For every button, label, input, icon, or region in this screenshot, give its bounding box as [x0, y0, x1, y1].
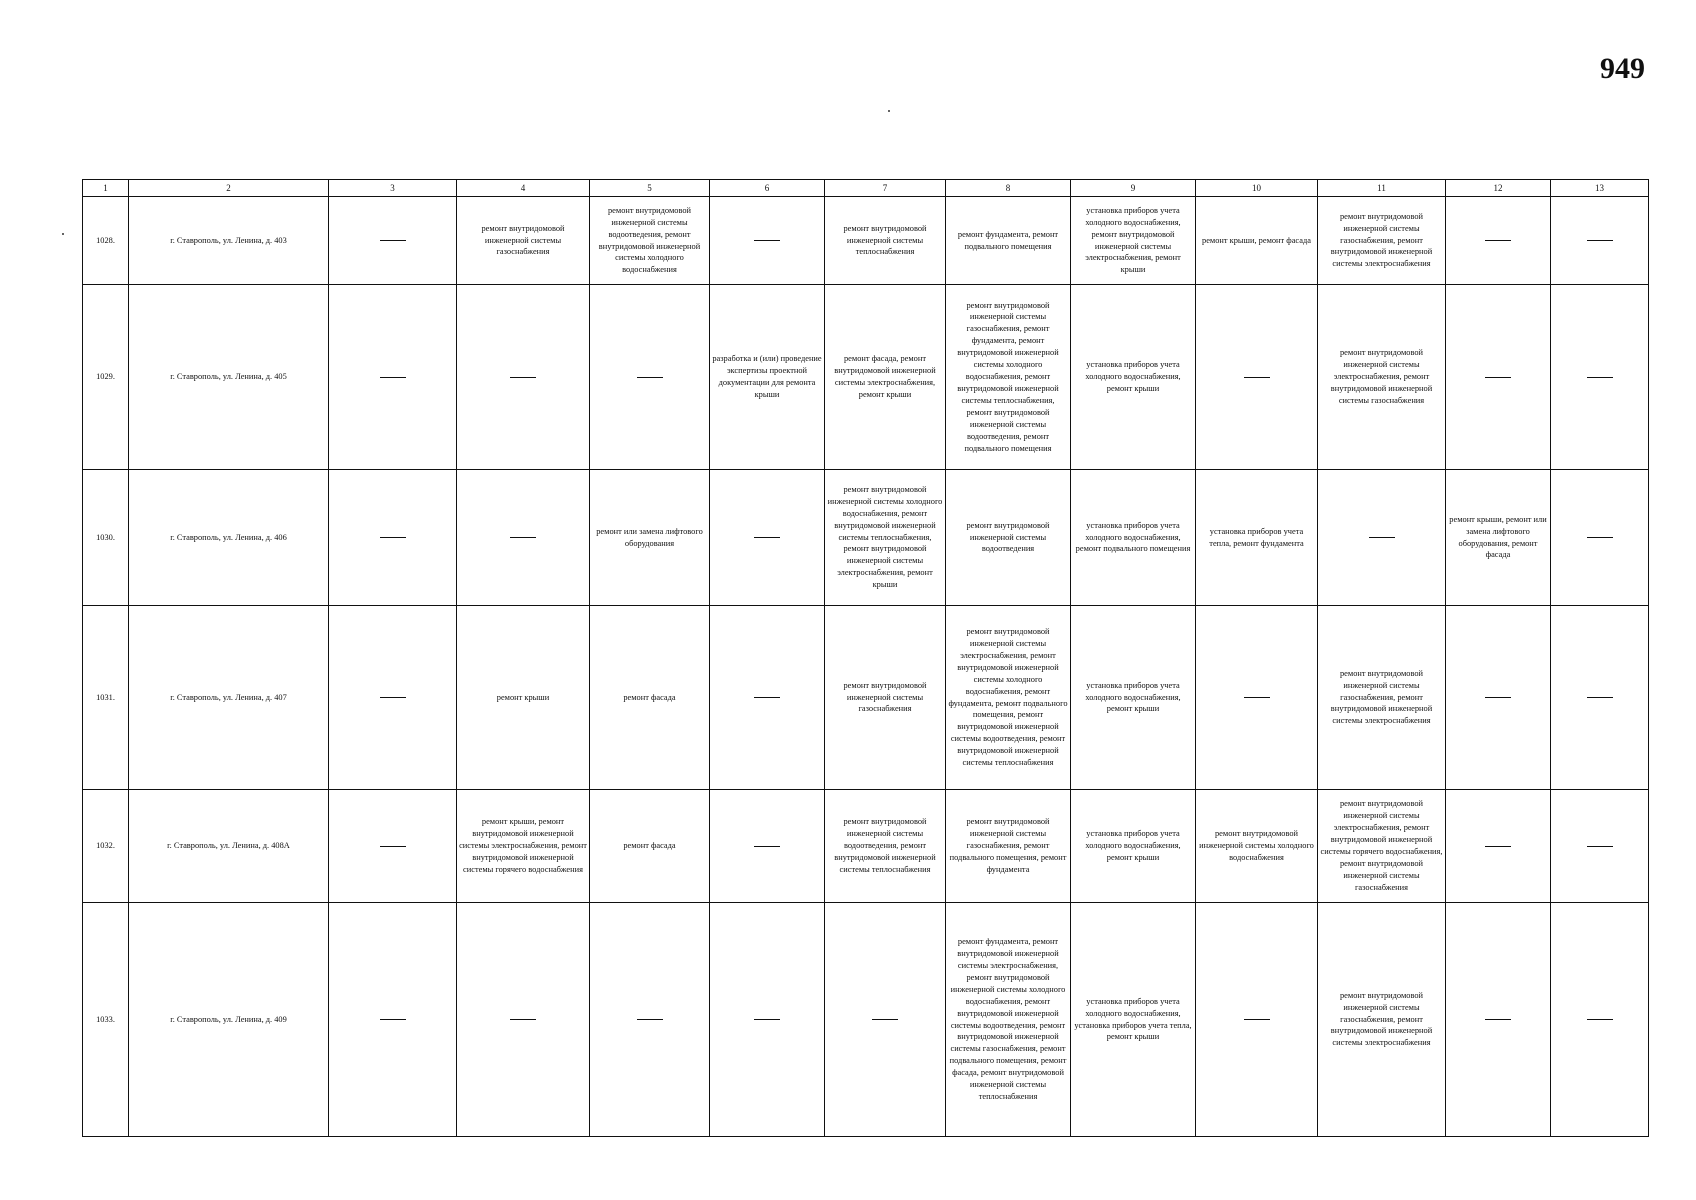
table-cell — [1446, 606, 1551, 790]
column-header: 4 — [457, 180, 590, 197]
table-cell — [457, 285, 590, 470]
table-cell: ремонт внутридомовой инженерной системы электроснабжения, ремонт внутридомовой инженерной системы холодного водоснабжения, ремонт фундамента, ремонт подвального помещения, ремонт внутридомовой инженерной системы водоотведения, ремонт внутридомовой инженерной системы теплоснабжения — [946, 606, 1071, 790]
scan-speck — [62, 233, 64, 235]
repair-schedule-table — [82, 179, 1649, 1137]
table-cell: ремонт внутридомовой инженерной системы водоотведения, ремонт внутридомовой инженерной системы теплоснабжения — [825, 790, 946, 903]
table-cell — [825, 903, 946, 1137]
column-header: 6 — [710, 180, 825, 197]
table-cell: ремонт внутридомовой инженерной системы электроснабжения, ремонт внутридомовой инженерной системы газоснабжения — [1318, 285, 1446, 470]
table-row — [83, 606, 1649, 790]
empty-dash — [1587, 846, 1613, 847]
column-header: 5 — [590, 180, 710, 197]
table-row — [83, 790, 1649, 903]
table-cell — [710, 790, 825, 903]
empty-dash — [1244, 697, 1270, 698]
column-header: 7 — [825, 180, 946, 197]
table-cell: установка приборов учета тепла, ремонт фундамента — [1196, 470, 1318, 606]
table-cell: ремонт внутридомовой инженерной системы газоснабжения, ремонт внутридомовой инженерной системы электроснабжения — [1318, 197, 1446, 285]
table-cell: установка приборов учета холодного водоснабжения, ремонт подвального помещения — [1071, 470, 1196, 606]
empty-dash — [1244, 377, 1270, 378]
table-cell — [329, 285, 457, 470]
table-row — [83, 470, 1649, 606]
table-cell: ремонт внутридомовой инженерной системы газоснабжения — [825, 606, 946, 790]
table-cell — [457, 903, 590, 1137]
empty-dash — [1244, 1019, 1270, 1020]
table-cell — [1196, 606, 1318, 790]
address-cell: г. Ставрополь, ул. Ленина, д. 407 — [129, 606, 329, 790]
table-cell: ремонт внутридомовой инженерной системы водоотведения — [946, 470, 1071, 606]
empty-dash — [872, 1019, 898, 1020]
address-cell: г. Ставрополь, ул. Ленина, д. 403 — [129, 197, 329, 285]
table-cell: ремонт внутридомовой инженерной системы газоснабжения, ремонт подвального помещения, ремонт фундамента — [946, 790, 1071, 903]
column-header: 12 — [1446, 180, 1551, 197]
table-cell: ремонт внутридомовой инженерной системы водоотведения, ремонт внутридомовой инженерной системы холодного водоснабжения — [590, 197, 710, 285]
table-cell: установка приборов учета холодного водоснабжения, ремонт крыши — [1071, 790, 1196, 903]
table-cell: ремонт внутридомовой инженерной системы теплоснабжения — [825, 197, 946, 285]
table-cell — [329, 903, 457, 1137]
table-cell — [1551, 197, 1649, 285]
table-cell — [1196, 285, 1318, 470]
column-header: 1 — [83, 180, 129, 197]
address-cell: г. Ставрополь, ул. Ленина, д. 405 — [129, 285, 329, 470]
table-cell — [329, 790, 457, 903]
table-cell — [329, 197, 457, 285]
empty-dash — [1587, 377, 1613, 378]
empty-dash — [754, 1019, 780, 1020]
empty-dash — [380, 240, 406, 241]
empty-dash — [380, 377, 406, 378]
column-number-row — [83, 180, 1649, 197]
table-cell: ремонт фасада — [590, 790, 710, 903]
table-cell — [1551, 903, 1649, 1137]
table-cell: ремонт крыши, ремонт внутридомовой инженерной системы электроснабжения, ремонт внутридомовой инженерной системы горячего водоснабжения — [457, 790, 590, 903]
table-cell — [1551, 285, 1649, 470]
empty-dash — [754, 846, 780, 847]
table-cell — [1551, 790, 1649, 903]
table-cell — [1446, 285, 1551, 470]
empty-dash — [1587, 697, 1613, 698]
table-cell — [1196, 903, 1318, 1137]
empty-dash — [1369, 537, 1395, 538]
table-cell: ремонт внутридомовой инженерной системы холодного водоснабжения, ремонт внутридомовой инженерной системы теплоснабжения, ремонт внутридомовой инженерной системы электроснабжения, ремонт крыши — [825, 470, 946, 606]
empty-dash — [1587, 240, 1613, 241]
empty-dash — [380, 1019, 406, 1020]
row-number: 1032. — [83, 790, 129, 903]
scan-speck — [888, 110, 890, 112]
row-number: 1028. — [83, 197, 129, 285]
table-cell — [1446, 197, 1551, 285]
table-cell: ремонт внутридомовой инженерной системы холодного водоснабжения — [1196, 790, 1318, 903]
table-cell: ремонт крыши, ремонт фасада — [1196, 197, 1318, 285]
table-row — [83, 197, 1649, 285]
column-header: 13 — [1551, 180, 1649, 197]
table-cell — [1446, 903, 1551, 1137]
table-cell — [1551, 606, 1649, 790]
empty-dash — [510, 537, 536, 538]
table-cell: ремонт фундамента, ремонт подвального помещения — [946, 197, 1071, 285]
table-row — [83, 903, 1649, 1137]
empty-dash — [754, 697, 780, 698]
row-number: 1030. — [83, 470, 129, 606]
empty-dash — [1485, 697, 1511, 698]
table-cell — [1551, 470, 1649, 606]
empty-dash — [754, 240, 780, 241]
row-number: 1031. — [83, 606, 129, 790]
table-cell: ремонт внутридомовой инженерной системы электроснабжения, ремонт внутридомовой инженерной системы горячего водоснабжения, ремонт внутридомовой инженерной системы газоснабжения — [1318, 790, 1446, 903]
empty-dash — [1485, 377, 1511, 378]
column-header: 3 — [329, 180, 457, 197]
table-cell — [710, 606, 825, 790]
table-cell: ремонт крыши — [457, 606, 590, 790]
row-number: 1029. — [83, 285, 129, 470]
column-header: 10 — [1196, 180, 1318, 197]
empty-dash — [637, 1019, 663, 1020]
table-cell — [329, 606, 457, 790]
empty-dash — [510, 1019, 536, 1020]
table-cell: ремонт фундамента, ремонт внутридомовой инженерной системы электроснабжения, ремонт внутридомовой инженерной системы холодного водоснабжения, ремонт внутридомовой инженерной системы водоотведения, ремонт внутридомовой инженерной системы газоснабжения, ремонт подвального помещения, ремонт фасада, ремонт внутридомовой инженерной системы теплоснабжения — [946, 903, 1071, 1137]
table-cell: ремонт внутридомовой инженерной системы газоснабжения, ремонт фундамента, ремонт внутридомовой инженерной системы холодного водоснабжения, ремонт внутридомовой инженерной системы теплоснабжения, ремонт внутридомовой инженерной системы водоотведения, ремонт подвального помещения — [946, 285, 1071, 470]
empty-dash — [1485, 846, 1511, 847]
table-cell — [710, 197, 825, 285]
table-cell: ремонт фасада — [590, 606, 710, 790]
empty-dash — [380, 537, 406, 538]
address-cell: г. Ставрополь, ул. Ленина, д. 406 — [129, 470, 329, 606]
table-cell — [590, 903, 710, 1137]
table-cell: ремонт или замена лифтового оборудования — [590, 470, 710, 606]
column-header: 9 — [1071, 180, 1196, 197]
column-header: 11 — [1318, 180, 1446, 197]
table-cell: ремонт крыши, ремонт или замена лифтового оборудования, ремонт фасада — [1446, 470, 1551, 606]
table-cell — [1318, 470, 1446, 606]
empty-dash — [380, 697, 406, 698]
page-number: 949 — [1600, 52, 1645, 85]
empty-dash — [1485, 240, 1511, 241]
table-cell — [590, 285, 710, 470]
table-cell: установка приборов учета холодного водоснабжения, ремонт крыши — [1071, 285, 1196, 470]
table-cell — [329, 470, 457, 606]
table-cell: ремонт внутридомовой инженерной системы газоснабжения — [457, 197, 590, 285]
empty-dash — [637, 377, 663, 378]
empty-dash — [510, 377, 536, 378]
table-cell: разработка и (или) проведение экспертизы проектной документации для ремонта крыши — [710, 285, 825, 470]
table-row — [83, 285, 1649, 470]
address-cell: г. Ставрополь, ул. Ленина, д. 409 — [129, 903, 329, 1137]
table-cell — [457, 470, 590, 606]
table-cell — [710, 903, 825, 1137]
address-cell: г. Ставрополь, ул. Ленина, д. 408А — [129, 790, 329, 903]
table-cell: установка приборов учета холодного водоснабжения, ремонт внутридомовой инженерной системы электроснабжения, ремонт крыши — [1071, 197, 1196, 285]
table-cell — [1446, 790, 1551, 903]
empty-dash — [1587, 537, 1613, 538]
column-header: 8 — [946, 180, 1071, 197]
table-cell: ремонт внутридомовой инженерной системы газоснабжения, ремонт внутридомовой инженерной системы электроснабжения — [1318, 903, 1446, 1137]
row-number: 1033. — [83, 903, 129, 1137]
table-cell — [710, 470, 825, 606]
table-cell: установка приборов учета холодного водоснабжения, ремонт крыши — [1071, 606, 1196, 790]
table-cell: установка приборов учета холодного водоснабжения, установка приборов учета тепла, ремонт крыши — [1071, 903, 1196, 1137]
table-cell: ремонт внутридомовой инженерной системы газоснабжения, ремонт внутридомовой инженерной системы электроснабжения — [1318, 606, 1446, 790]
empty-dash — [754, 537, 780, 538]
table-cell: ремонт фасада, ремонт внутридомовой инженерной системы электроснабжения, ремонт крыши — [825, 285, 946, 470]
empty-dash — [380, 846, 406, 847]
column-header: 2 — [129, 180, 329, 197]
empty-dash — [1587, 1019, 1613, 1020]
empty-dash — [1485, 1019, 1511, 1020]
